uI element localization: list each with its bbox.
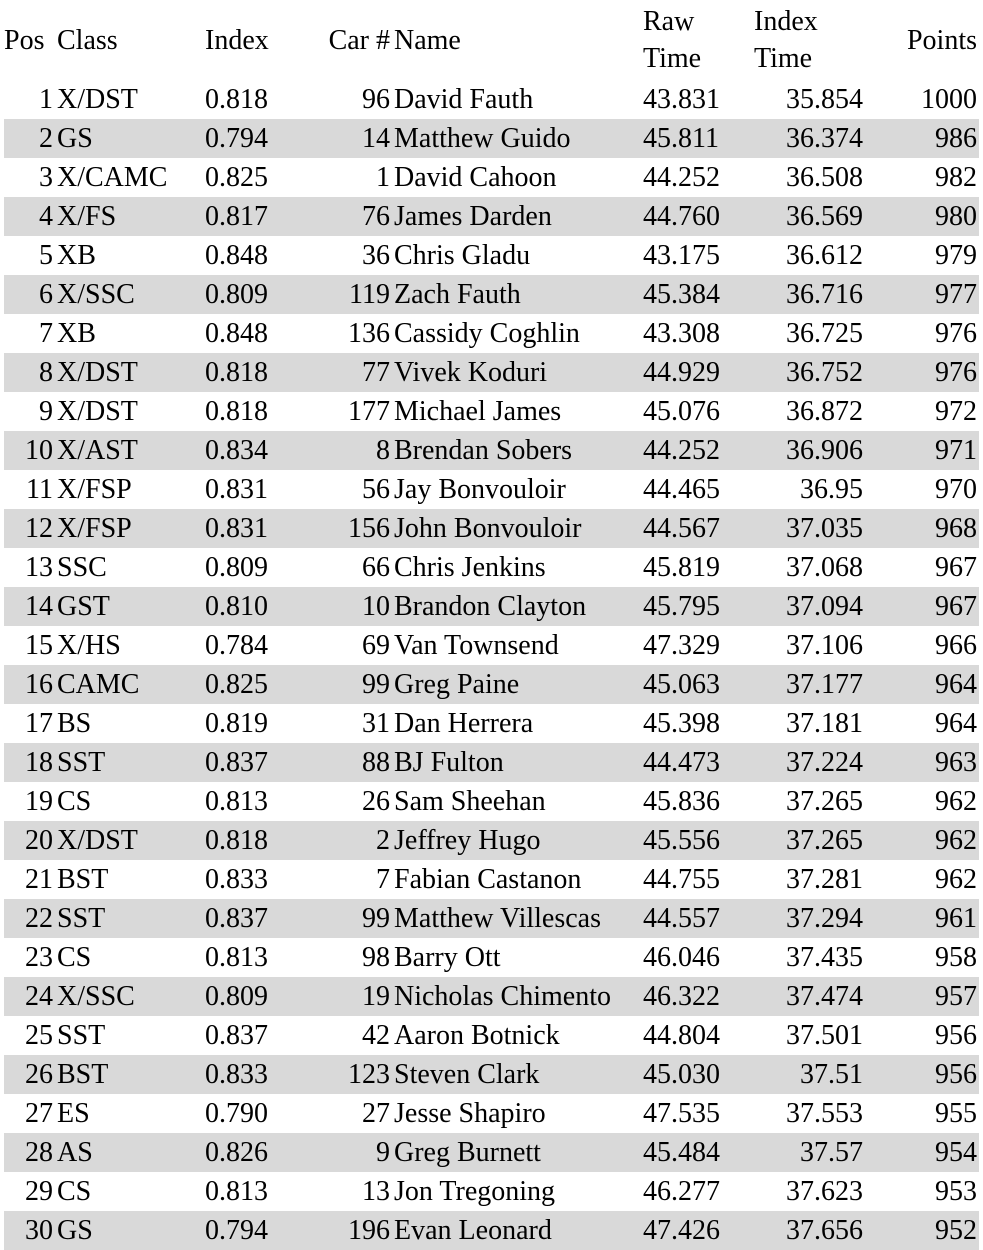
cell-class: CS bbox=[57, 942, 92, 973]
cell-class: GS bbox=[55, 119, 203, 158]
table-row bbox=[4, 236, 979, 275]
cell-raw-time: 44.252 bbox=[641, 431, 752, 470]
cell-points: 958 bbox=[935, 942, 977, 973]
cell-index: 0.809 bbox=[203, 275, 289, 314]
cell-index-time: 36.725 bbox=[786, 318, 863, 349]
cell-points: 970 bbox=[935, 474, 977, 505]
cell-raw-time: 45.819 bbox=[643, 552, 720, 583]
table-row bbox=[4, 860, 979, 899]
cell-name: Barry Ott bbox=[394, 942, 501, 973]
cell-pos: 25 bbox=[25, 1020, 53, 1051]
cell-index: 0.813 bbox=[205, 786, 268, 817]
cell-raw-time: 47.426 bbox=[641, 1211, 752, 1250]
cell-raw-time: 45.795 bbox=[641, 587, 752, 626]
cell-car: 196 bbox=[289, 1211, 392, 1250]
cell-name: Jeffrey Hugo bbox=[392, 821, 641, 860]
header-raw-time-line1: Raw bbox=[643, 6, 695, 37]
table-row bbox=[4, 509, 979, 548]
cell-raw-time: 44.557 bbox=[641, 899, 752, 938]
cell-index-time: 37.57 bbox=[752, 1133, 865, 1172]
cell-points: 1000 bbox=[921, 84, 977, 115]
table-row bbox=[4, 392, 979, 431]
cell-pos: 4 bbox=[4, 197, 55, 236]
cell-raw-time: 43.308 bbox=[643, 318, 720, 349]
cell-index-time: 37.265 bbox=[752, 821, 865, 860]
cell-name: Jay Bonvouloir bbox=[394, 474, 566, 505]
header-index-time-line1: Index bbox=[754, 6, 818, 37]
cell-class: BS bbox=[57, 708, 92, 739]
cell-raw-time: 45.384 bbox=[641, 275, 752, 314]
cell-car: 10 bbox=[289, 587, 392, 626]
header-row bbox=[4, 0, 979, 80]
cell-pos: 29 bbox=[25, 1176, 53, 1207]
cell-points: 962 bbox=[935, 864, 977, 895]
cell-car: 98 bbox=[362, 942, 390, 973]
cell-index: 0.809 bbox=[205, 552, 268, 583]
cell-car: 136 bbox=[348, 318, 390, 349]
cell-points: 963 bbox=[865, 743, 979, 782]
table-row bbox=[4, 353, 979, 392]
cell-pos: 9 bbox=[39, 396, 53, 427]
cell-points: 954 bbox=[865, 1133, 979, 1172]
cell-index-time: 37.435 bbox=[786, 942, 863, 973]
cell-pos: 20 bbox=[4, 821, 55, 860]
cell-raw-time: 45.063 bbox=[641, 665, 752, 704]
cell-index-time: 37.281 bbox=[786, 864, 863, 895]
cell-index: 0.848 bbox=[205, 318, 268, 349]
cell-pos: 7 bbox=[39, 318, 53, 349]
cell-index: 0.818 bbox=[205, 84, 268, 115]
cell-index-time: 37.474 bbox=[752, 977, 865, 1016]
cell-raw-time: 44.473 bbox=[641, 743, 752, 782]
cell-car: 99 bbox=[289, 899, 392, 938]
cell-index: 0.790 bbox=[205, 1098, 268, 1129]
table-row bbox=[4, 1211, 979, 1250]
cell-raw-time: 46.046 bbox=[643, 942, 720, 973]
cell-index-time: 36.569 bbox=[752, 197, 865, 236]
header-class: Class bbox=[57, 24, 118, 56]
cell-index: 0.818 bbox=[205, 396, 268, 427]
cell-car: 156 bbox=[289, 509, 392, 548]
table-row bbox=[4, 1055, 979, 1094]
cell-index-time: 37.265 bbox=[786, 786, 863, 817]
cell-index-time: 37.035 bbox=[752, 509, 865, 548]
cell-class: X/DST bbox=[57, 396, 138, 427]
cell-class: X/SSC bbox=[55, 275, 203, 314]
cell-index: 0.794 bbox=[203, 1211, 289, 1250]
cell-car: 27 bbox=[362, 1098, 390, 1129]
cell-points: 953 bbox=[935, 1176, 977, 1207]
cell-index-time: 36.872 bbox=[786, 396, 863, 427]
cell-index-time: 36.752 bbox=[752, 353, 865, 392]
cell-index-time: 37.068 bbox=[786, 552, 863, 583]
table-body bbox=[4, 80, 979, 1250]
cell-raw-time: 44.804 bbox=[643, 1020, 720, 1051]
cell-index: 0.817 bbox=[203, 197, 289, 236]
cell-name: Sam Sheehan bbox=[394, 786, 546, 817]
cell-index: 0.837 bbox=[203, 899, 289, 938]
cell-pos: 21 bbox=[25, 864, 53, 895]
cell-points: 956 bbox=[935, 1020, 977, 1051]
cell-raw-time: 44.252 bbox=[643, 162, 720, 193]
cell-class: BST bbox=[55, 1055, 203, 1094]
table-row bbox=[4, 431, 979, 470]
cell-name: Dan Herrera bbox=[394, 708, 534, 739]
cell-car: 7 bbox=[376, 864, 390, 895]
cell-name: John Bonvouloir bbox=[392, 509, 641, 548]
table-row bbox=[4, 899, 979, 938]
cell-raw-time: 44.567 bbox=[641, 509, 752, 548]
cell-raw-time: 45.398 bbox=[643, 708, 720, 739]
cell-pos: 11 bbox=[26, 474, 53, 505]
cell-points: 982 bbox=[935, 162, 977, 193]
cell-raw-time: 44.755 bbox=[643, 864, 720, 895]
cell-points: 976 bbox=[865, 353, 979, 392]
cell-index-time: 37.094 bbox=[752, 587, 865, 626]
cell-index: 0.825 bbox=[203, 665, 289, 704]
cell-car: 1 bbox=[376, 162, 390, 193]
cell-raw-time: 45.811 bbox=[641, 119, 752, 158]
cell-car: 177 bbox=[348, 396, 390, 427]
cell-car: 31 bbox=[362, 708, 390, 739]
cell-points: 966 bbox=[935, 630, 977, 661]
cell-pos: 18 bbox=[4, 743, 55, 782]
cell-index: 0.837 bbox=[205, 1020, 268, 1051]
cell-raw-time: 43.831 bbox=[643, 84, 720, 115]
cell-pos: 1 bbox=[39, 84, 53, 115]
cell-index: 0.784 bbox=[205, 630, 268, 661]
cell-index-time: 35.854 bbox=[786, 84, 863, 115]
cell-class: XB bbox=[57, 318, 96, 349]
table-row bbox=[4, 1133, 979, 1172]
cell-car: 8 bbox=[289, 431, 392, 470]
cell-pos: 28 bbox=[4, 1133, 55, 1172]
table-row bbox=[4, 782, 979, 821]
cell-class: CAMC bbox=[55, 665, 203, 704]
cell-class: X/AST bbox=[55, 431, 203, 470]
header-raw-time bbox=[641, 0, 752, 80]
table-row bbox=[4, 1016, 979, 1055]
cell-class: SSC bbox=[57, 552, 107, 583]
cell-index-time: 37.656 bbox=[752, 1211, 865, 1250]
cell-pos: 3 bbox=[39, 162, 53, 193]
cell-points: 967 bbox=[865, 587, 979, 626]
cell-index-time: 37.501 bbox=[786, 1020, 863, 1051]
header-pos: Pos bbox=[4, 24, 45, 56]
cell-car: 14 bbox=[289, 119, 392, 158]
table-row bbox=[4, 470, 979, 509]
cell-car: 69 bbox=[362, 630, 390, 661]
cell-class: X/CAMC bbox=[57, 162, 168, 193]
cell-index: 0.831 bbox=[205, 474, 268, 505]
cell-name: Jesse Shapiro bbox=[394, 1098, 546, 1129]
cell-pos: 19 bbox=[25, 786, 53, 817]
table-row bbox=[4, 314, 979, 353]
cell-points: 955 bbox=[935, 1098, 977, 1129]
cell-pos: 23 bbox=[25, 942, 53, 973]
cell-class: ES bbox=[57, 1098, 90, 1129]
cell-pos: 30 bbox=[4, 1211, 55, 1250]
cell-points: 976 bbox=[935, 318, 977, 349]
table-row bbox=[4, 587, 979, 626]
cell-car: 99 bbox=[289, 665, 392, 704]
cell-index-time: 37.51 bbox=[752, 1055, 865, 1094]
table-row bbox=[4, 743, 979, 782]
table-row bbox=[4, 626, 979, 665]
cell-name: David Fauth bbox=[394, 84, 534, 115]
cell-name: Vivek Koduri bbox=[392, 353, 641, 392]
cell-class: X/FS bbox=[55, 197, 203, 236]
cell-index: 0.834 bbox=[203, 431, 289, 470]
cell-raw-time: 47.329 bbox=[643, 630, 720, 661]
cell-name: Greg Burnett bbox=[392, 1133, 641, 1172]
cell-name: Michael James bbox=[394, 396, 562, 427]
cell-raw-time: 45.556 bbox=[641, 821, 752, 860]
cell-index: 0.818 bbox=[203, 821, 289, 860]
cell-points: 956 bbox=[865, 1055, 979, 1094]
cell-index: 0.794 bbox=[203, 119, 289, 158]
cell-raw-time: 44.929 bbox=[641, 353, 752, 392]
table-header bbox=[4, 0, 979, 80]
cell-class: X/DST bbox=[55, 821, 203, 860]
header-index: Index bbox=[205, 24, 269, 56]
cell-raw-time: 45.836 bbox=[643, 786, 720, 817]
cell-pos: 17 bbox=[25, 708, 53, 739]
cell-index-time: 37.181 bbox=[786, 708, 863, 739]
cell-index: 0.819 bbox=[205, 708, 268, 739]
cell-class: GS bbox=[55, 1211, 203, 1250]
table-row bbox=[4, 1172, 979, 1211]
cell-index-time: 37.294 bbox=[752, 899, 865, 938]
cell-index-time: 37.623 bbox=[786, 1176, 863, 1207]
cell-class: SST bbox=[55, 743, 203, 782]
cell-points: 952 bbox=[865, 1211, 979, 1250]
cell-index-time: 36.906 bbox=[752, 431, 865, 470]
cell-points: 962 bbox=[865, 821, 979, 860]
cell-car: 56 bbox=[362, 474, 390, 505]
cell-class: X/SSC bbox=[55, 977, 203, 1016]
cell-name: Nicholas Chimento bbox=[392, 977, 641, 1016]
cell-pos: 5 bbox=[39, 240, 53, 271]
cell-points: 980 bbox=[865, 197, 979, 236]
cell-name: Zach Fauth bbox=[392, 275, 641, 314]
cell-name: Jon Tregoning bbox=[394, 1176, 556, 1207]
table-row bbox=[4, 548, 979, 587]
cell-index: 0.813 bbox=[205, 1176, 268, 1207]
cell-points: 968 bbox=[865, 509, 979, 548]
header-raw-time-line2: Time bbox=[643, 43, 702, 74]
cell-index: 0.833 bbox=[203, 1055, 289, 1094]
cell-car: 42 bbox=[362, 1020, 390, 1051]
cell-index: 0.831 bbox=[203, 509, 289, 548]
cell-name: Aaron Botnick bbox=[394, 1020, 560, 1051]
cell-class: X/DST bbox=[57, 84, 138, 115]
table-row bbox=[4, 197, 979, 236]
cell-index-time: 36.612 bbox=[786, 240, 863, 271]
table-row bbox=[4, 821, 979, 860]
cell-pos: 26 bbox=[4, 1055, 55, 1094]
cell-pos: 14 bbox=[4, 587, 55, 626]
table-row bbox=[4, 1094, 979, 1133]
cell-car: 13 bbox=[362, 1176, 390, 1207]
cell-name: David Cahoon bbox=[394, 162, 557, 193]
cell-class: BST bbox=[57, 864, 109, 895]
cell-points: 962 bbox=[935, 786, 977, 817]
cell-index-time: 37.224 bbox=[752, 743, 865, 782]
cell-pos: 27 bbox=[25, 1098, 53, 1129]
cell-pos: 22 bbox=[4, 899, 55, 938]
cell-points: 961 bbox=[865, 899, 979, 938]
cell-class: XB bbox=[57, 240, 96, 271]
cell-pos: 12 bbox=[4, 509, 55, 548]
cell-name: Greg Paine bbox=[392, 665, 641, 704]
cell-name: Steven Clark bbox=[392, 1055, 641, 1094]
cell-raw-time: 46.322 bbox=[641, 977, 752, 1016]
cell-index: 0.818 bbox=[203, 353, 289, 392]
cell-car: 119 bbox=[289, 275, 392, 314]
cell-raw-time: 43.175 bbox=[643, 240, 720, 271]
cell-index: 0.810 bbox=[203, 587, 289, 626]
cell-points: 977 bbox=[865, 275, 979, 314]
cell-class: X/FSP bbox=[55, 509, 203, 548]
cell-pos: 10 bbox=[4, 431, 55, 470]
cell-index-time: 37.177 bbox=[752, 665, 865, 704]
cell-car: 26 bbox=[362, 786, 390, 817]
cell-name: Matthew Guido bbox=[392, 119, 641, 158]
cell-points: 986 bbox=[865, 119, 979, 158]
cell-index: 0.825 bbox=[205, 162, 268, 193]
cell-pos: 16 bbox=[4, 665, 55, 704]
cell-points: 967 bbox=[935, 552, 977, 583]
cell-car: 88 bbox=[289, 743, 392, 782]
cell-raw-time: 45.076 bbox=[643, 396, 720, 427]
cell-pos: 6 bbox=[4, 275, 55, 314]
cell-raw-time: 45.030 bbox=[641, 1055, 752, 1094]
cell-class: CS bbox=[57, 1176, 92, 1207]
cell-raw-time: 45.484 bbox=[641, 1133, 752, 1172]
cell-index-time: 36.716 bbox=[752, 275, 865, 314]
cell-points: 964 bbox=[935, 708, 977, 739]
cell-pos: 8 bbox=[4, 353, 55, 392]
cell-points: 972 bbox=[935, 396, 977, 427]
cell-car: 19 bbox=[289, 977, 392, 1016]
header-car: Car # bbox=[328, 24, 390, 56]
header-index-time bbox=[752, 0, 865, 80]
cell-name: Brendan Sobers bbox=[392, 431, 641, 470]
cell-index-time: 37.106 bbox=[786, 630, 863, 661]
table-row bbox=[4, 80, 979, 119]
cell-car: 66 bbox=[362, 552, 390, 583]
cell-name: Chris Gladu bbox=[394, 240, 531, 271]
cell-car: 2 bbox=[289, 821, 392, 860]
cell-points: 979 bbox=[935, 240, 977, 271]
cell-name: Evan Leonard bbox=[392, 1211, 641, 1250]
cell-car: 123 bbox=[289, 1055, 392, 1094]
cell-index-time: 36.95 bbox=[800, 474, 863, 505]
cell-class: GST bbox=[55, 587, 203, 626]
results-table bbox=[4, 0, 979, 1250]
cell-index-time: 36.508 bbox=[786, 162, 863, 193]
table-row bbox=[4, 977, 979, 1016]
cell-index: 0.826 bbox=[203, 1133, 289, 1172]
cell-class: SST bbox=[55, 899, 203, 938]
cell-pos: 15 bbox=[25, 630, 53, 661]
cell-index: 0.809 bbox=[203, 977, 289, 1016]
cell-index-time: 36.374 bbox=[752, 119, 865, 158]
table-row bbox=[4, 704, 979, 743]
cell-name: James Darden bbox=[392, 197, 641, 236]
cell-car: 76 bbox=[289, 197, 392, 236]
header-name: Name bbox=[394, 24, 461, 56]
cell-index: 0.813 bbox=[205, 942, 268, 973]
table-row bbox=[4, 119, 979, 158]
cell-raw-time: 44.760 bbox=[641, 197, 752, 236]
cell-car: 96 bbox=[362, 84, 390, 115]
cell-index: 0.833 bbox=[205, 864, 268, 895]
table-row bbox=[4, 665, 979, 704]
cell-name: Cassidy Coghlin bbox=[394, 318, 580, 349]
cell-name: BJ Fulton bbox=[392, 743, 641, 782]
cell-raw-time: 44.465 bbox=[643, 474, 720, 505]
cell-class: X/FSP bbox=[57, 474, 132, 505]
cell-pos: 13 bbox=[25, 552, 53, 583]
cell-class: CS bbox=[57, 786, 92, 817]
cell-index: 0.848 bbox=[205, 240, 268, 271]
cell-pos: 2 bbox=[4, 119, 55, 158]
cell-car: 36 bbox=[362, 240, 390, 271]
cell-points: 971 bbox=[865, 431, 979, 470]
cell-name: Chris Jenkins bbox=[394, 552, 546, 583]
cell-index: 0.837 bbox=[203, 743, 289, 782]
cell-name: Van Townsend bbox=[394, 630, 559, 661]
cell-index-time: 37.553 bbox=[786, 1098, 863, 1129]
cell-class: X/DST bbox=[55, 353, 203, 392]
cell-raw-time: 47.535 bbox=[643, 1098, 720, 1129]
cell-car: 77 bbox=[289, 353, 392, 392]
cell-name: Brandon Clayton bbox=[392, 587, 641, 626]
table-row bbox=[4, 275, 979, 314]
header-points: Points bbox=[906, 24, 977, 56]
cell-car: 9 bbox=[289, 1133, 392, 1172]
cell-raw-time: 46.277 bbox=[643, 1176, 720, 1207]
cell-class: SST bbox=[57, 1020, 106, 1051]
cell-points: 957 bbox=[865, 977, 979, 1016]
cell-name: Fabian Castanon bbox=[394, 864, 582, 895]
cell-class: AS bbox=[55, 1133, 203, 1172]
header-index-time-line2: Time bbox=[754, 43, 813, 74]
cell-pos: 24 bbox=[4, 977, 55, 1016]
table-row bbox=[4, 938, 979, 977]
cell-class: X/HS bbox=[57, 630, 121, 661]
cell-points: 964 bbox=[865, 665, 979, 704]
table-row bbox=[4, 158, 979, 197]
cell-name: Matthew Villescas bbox=[392, 899, 641, 938]
